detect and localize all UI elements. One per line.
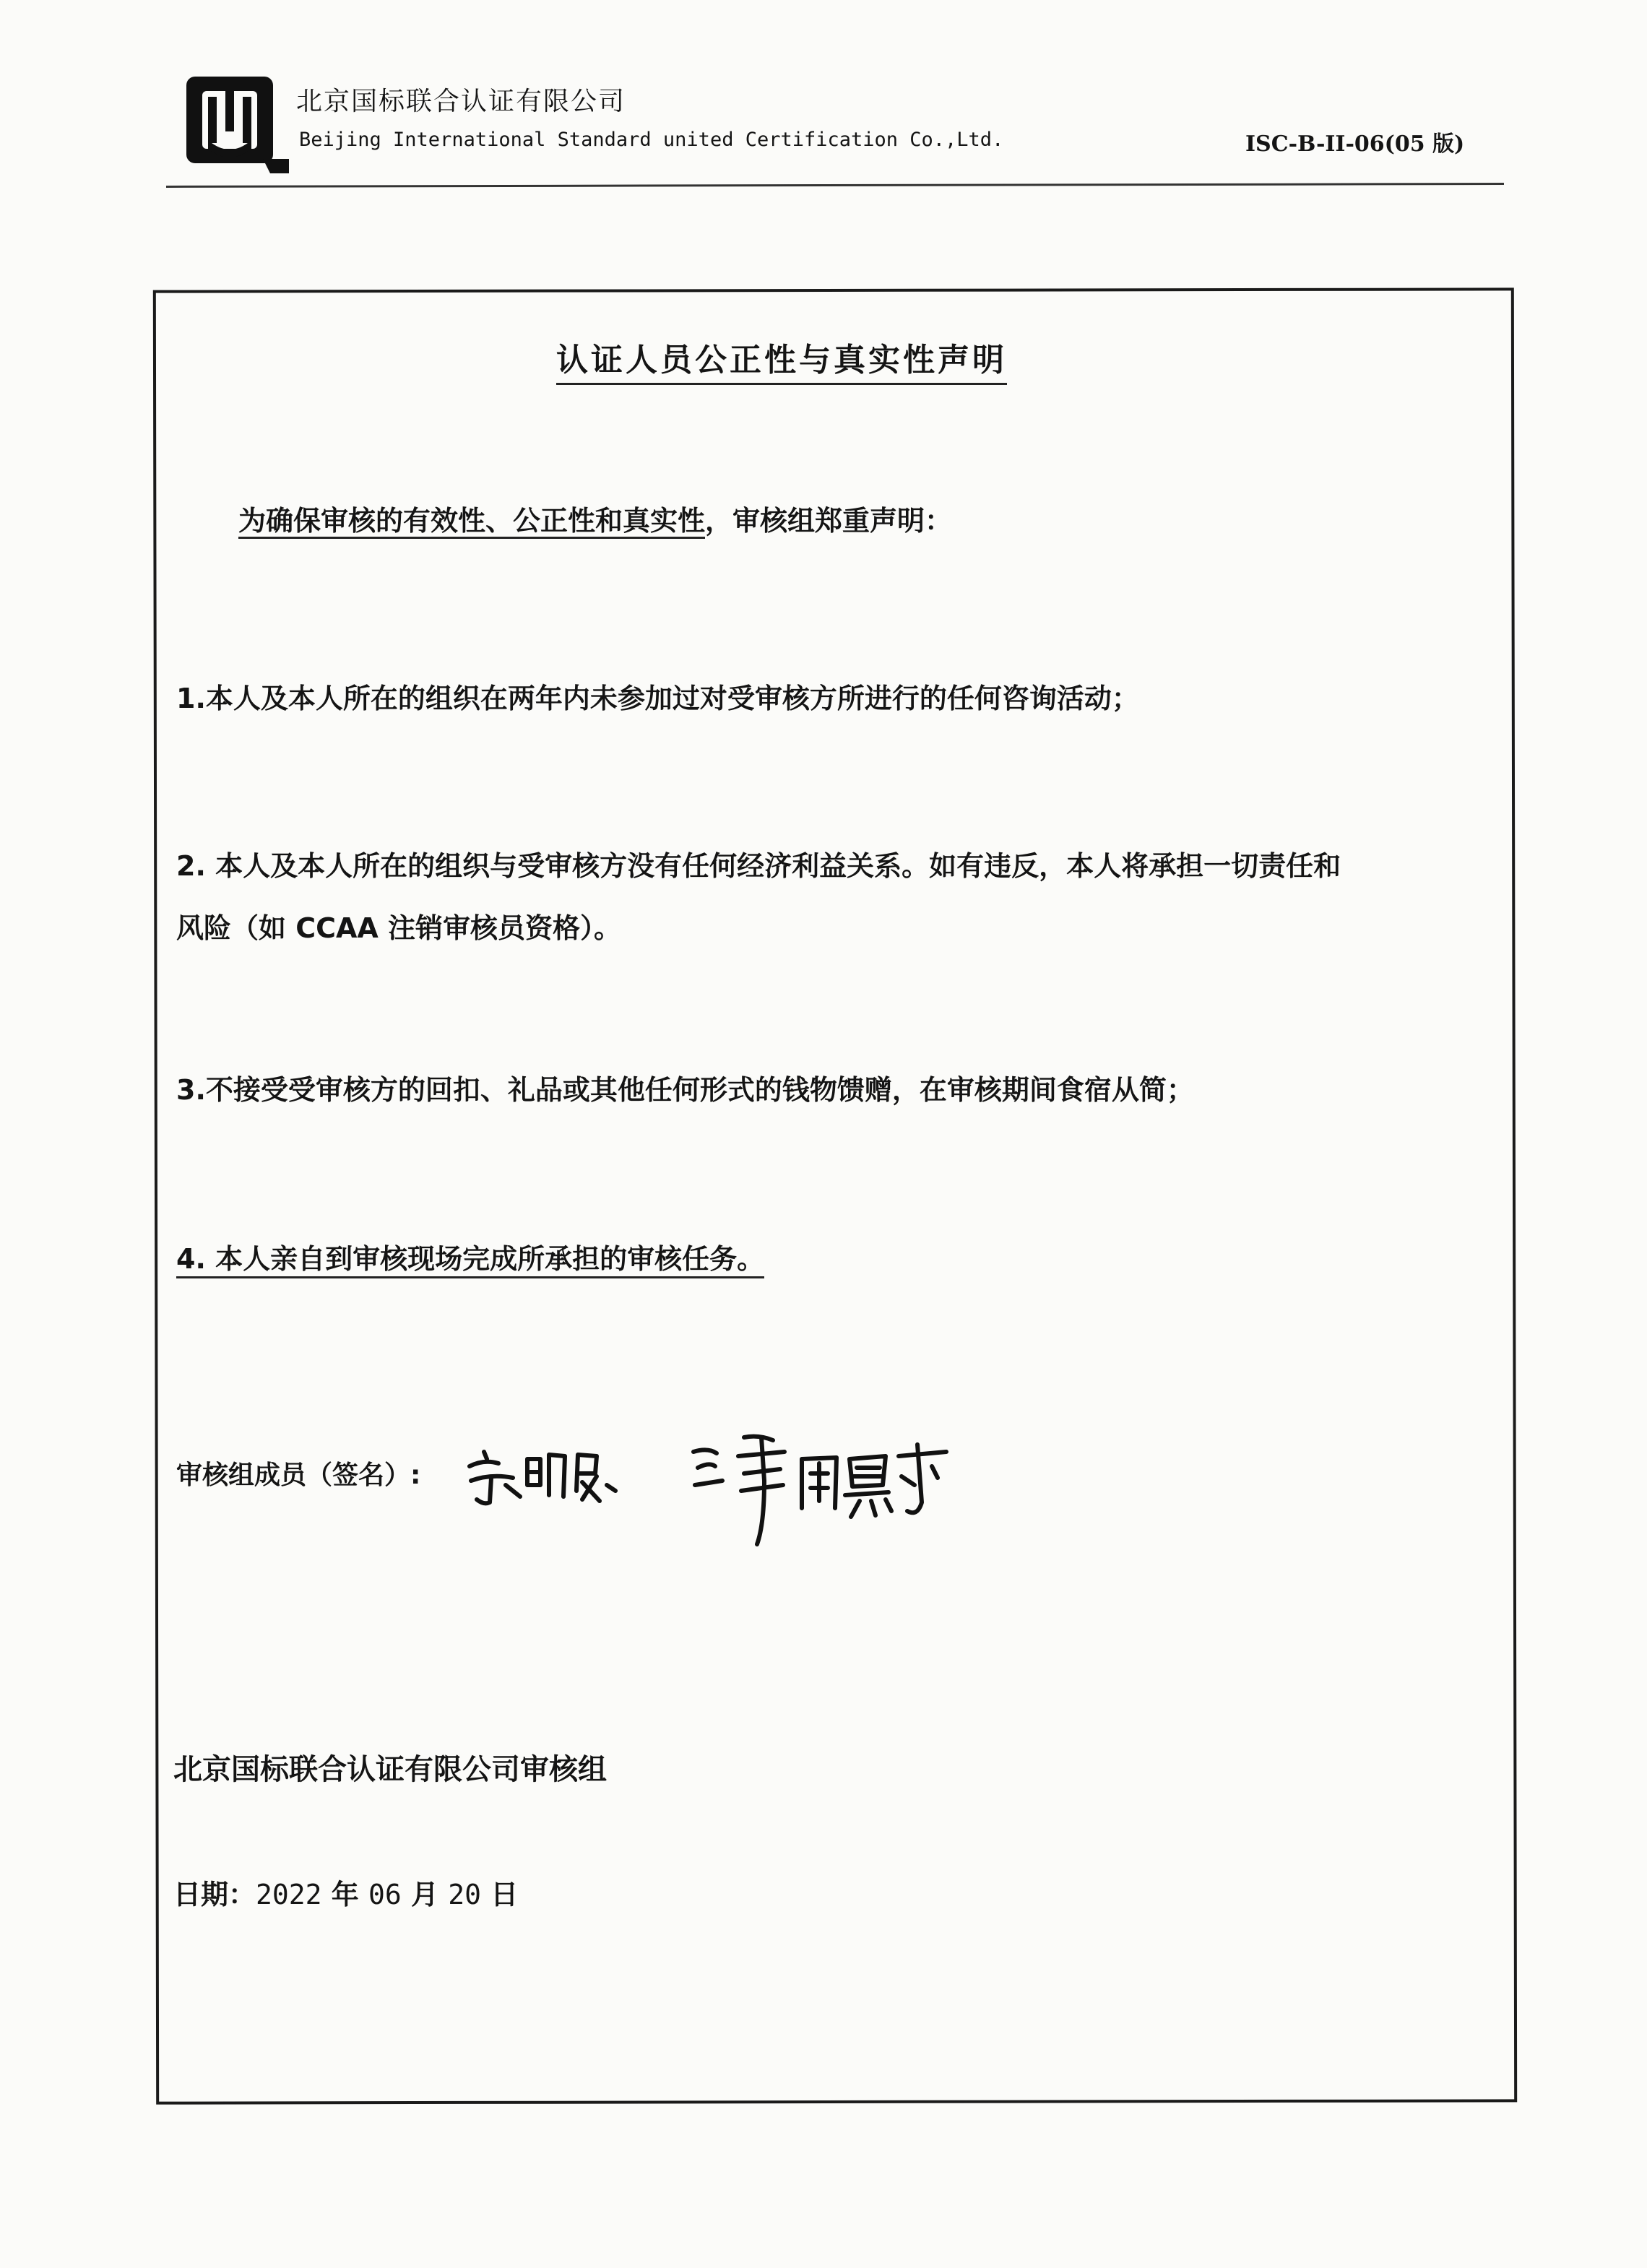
date-month: 06	[368, 1879, 402, 1910]
intro-paragraph	[238, 498, 952, 538]
handwritten-signature	[455, 1416, 961, 1553]
declaration-item-4: 4. 本人亲自到审核现场完成所承担的审核任务。	[176, 1237, 764, 1278]
declaration-item-2-line-1: 2. 本人及本人所在的组织与受审核方没有任何经济利益关系。如有违反，本人将承担一切责任和	[176, 850, 1341, 882]
date-label: 日期：	[173, 1879, 256, 1910]
intro-rest-text: ，审核组郑重声明：	[705, 505, 953, 537]
document-code: ISC-B-II-06(05 版)	[1245, 131, 1465, 157]
company-logo	[183, 74, 292, 176]
intro-underlined-text: 为确保审核的有效性、公正性和真实性	[238, 505, 705, 539]
header-divider	[166, 183, 1504, 188]
declaration-item-1: 1.本人及本人所在的组织在两年内未参加过对受审核方所进行的任何咨询活动；	[176, 683, 1139, 714]
company-name-en: Beijing International Standard united Certification Co.,Ltd.	[299, 129, 1004, 151]
date-month-unit: 月	[401, 1879, 449, 1910]
declaration-item-2-line-2: 风险（如 CCAA 注销审核员资格）。	[176, 912, 622, 944]
declaration-title: 认证人员公正性与真实性声明	[556, 334, 1007, 385]
date-year-unit: 年	[321, 1879, 368, 1910]
audit-members-label: 审核组成员（签名）:	[176, 1460, 421, 1490]
declaration-item-3: 3.不接受受审核方的回扣、礼品或其他任何形式的钱物馈赠，在审核期间食宿从简；	[176, 1074, 1194, 1106]
date-year: 2022	[256, 1879, 322, 1910]
declaration-frame	[153, 287, 1517, 2104]
declaration-date	[173, 1872, 518, 1912]
date-day-unit: 日	[481, 1879, 519, 1910]
audit-team-company: 北京国标联合认证有限公司审核组	[173, 1753, 607, 1786]
date-day: 20	[448, 1879, 481, 1910]
company-name-cn: 北京国标联合认证有限公司	[296, 87, 626, 116]
